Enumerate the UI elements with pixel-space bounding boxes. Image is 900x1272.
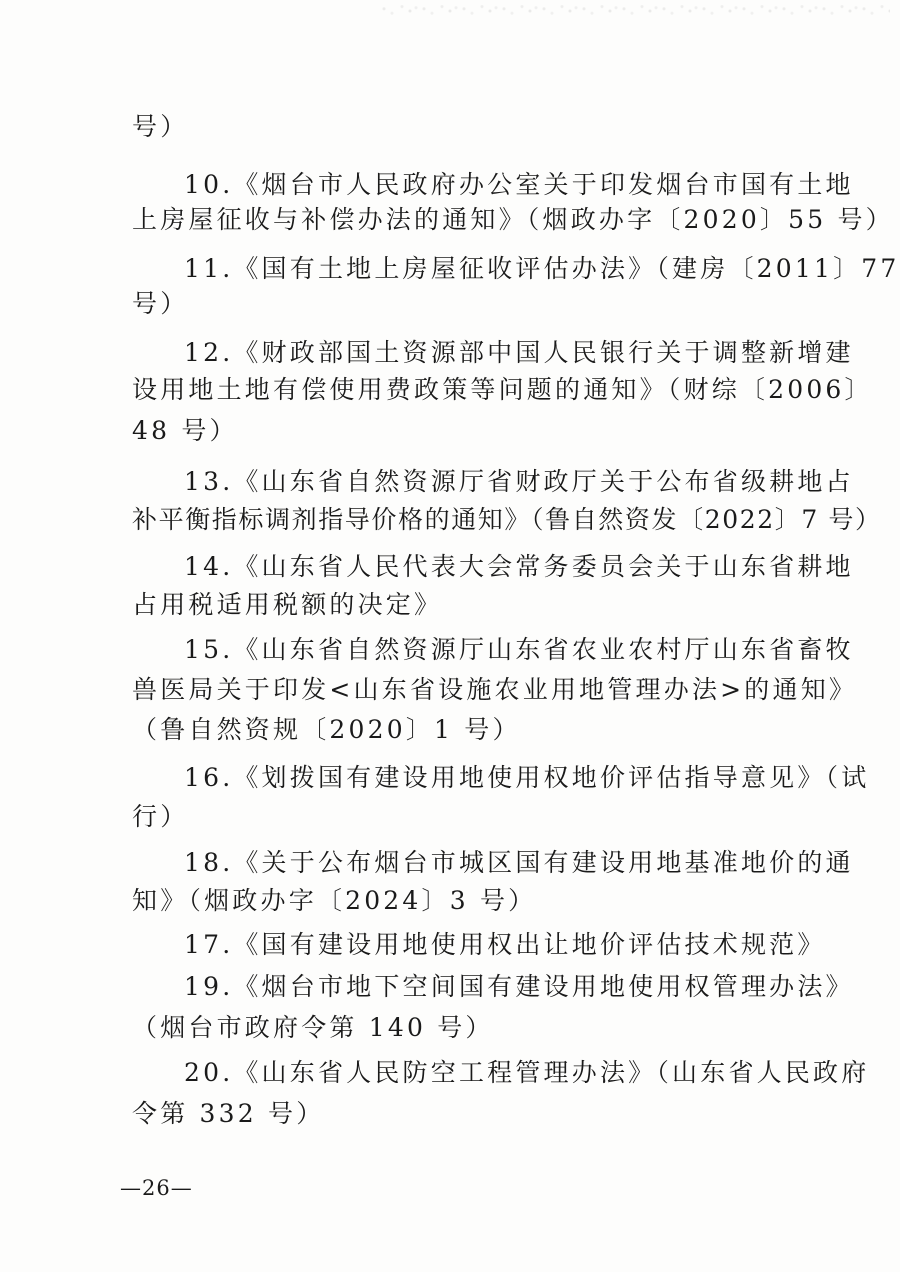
text-line: 18.《关于公布烟台市城区国有建设用地基准地价的通 (184, 848, 854, 877)
text-line: 48 号） (132, 416, 238, 445)
text-line: 行） (132, 802, 189, 831)
text-line: 补平衡指标调剂指导价格的通知》（鲁自然资发〔2022〕7 号） (132, 505, 882, 534)
scan-artifact (380, 0, 890, 22)
text-line: （鲁自然资规〔2020〕1 号） (132, 715, 521, 744)
text-line: 上房屋征收与补偿办法的通知》（烟政办字〔2020〕55 号） (132, 205, 894, 234)
text-line: 14.《山东省人民代表大会常务委员会关于山东省耕地 (184, 552, 854, 581)
text-line: （烟台市政府令第 140 号） (132, 1013, 494, 1042)
text-line: 15.《山东省自然资源厅山东省农业农村厅山东省畜牧 (184, 635, 854, 664)
text-line: 号） (132, 112, 189, 141)
text-line: 16.《划拨国有建设用地使用权地价评估指导意见》（试 (184, 763, 870, 792)
text-line: 17.《国有建设用地使用权出让地价评估技术规范》 (184, 930, 826, 959)
page-number: —26— (120, 1176, 193, 1200)
text-line: 10.《烟台市人民政府办公室关于印发烟台市国有土地 (184, 170, 854, 199)
text-line: 20.《山东省人民防空工程管理办法》（山东省人民政府 (184, 1058, 870, 1087)
text-line: 11.《国有土地上房屋征收评估办法》（建房〔2011〕77 (184, 254, 900, 283)
text-line: 12.《财政部国土资源部中国人民银行关于调整新增建 (184, 338, 854, 367)
text-line: 设用地土地有偿使用费政策等问题的通知》（财综〔2006〕 (132, 375, 873, 404)
text-line: 令第 332 号） (132, 1099, 325, 1128)
text-line: 知》（烟政办字〔2024〕3 号） (132, 886, 537, 915)
text-line: 19.《烟台市地下空间国有建设用地使用权管理办法》 (184, 972, 854, 1001)
text-line: 兽医局关于印发<山东省设施农业用地管理办法>的通知》 (132, 675, 858, 704)
text-line: 号） (132, 289, 189, 318)
text-line: 13.《山东省自然资源厅省财政厅关于公布省级耕地占 (184, 467, 854, 496)
text-line: 占用税适用税额的决定》 (132, 590, 443, 619)
